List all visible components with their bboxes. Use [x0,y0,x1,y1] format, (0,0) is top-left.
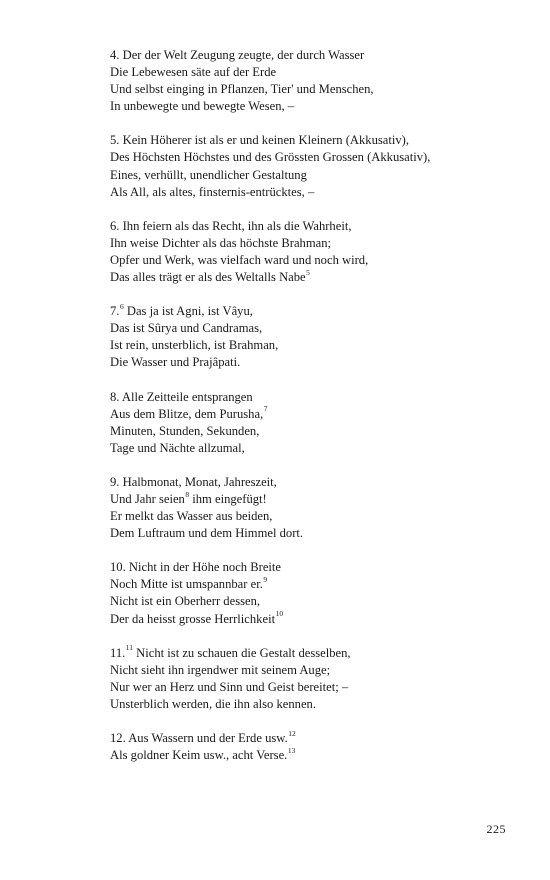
verse-line: 4. Der der Welt Zeugung zeugte, der durch Wasser [110,48,365,62]
stanza-6 [110,218,530,286]
verse-line: Dem Luftraum und dem Himmel dort. [110,526,304,541]
verse-line: 10. Nicht in der Höhe noch Breite [110,560,282,575]
verse-line: 12. Aus Wassern und der Erde usw.$^{12}$ [110,728,296,745]
verse-line: Minuten, Stunden, Sekunden, [110,423,260,438]
verse-line: Nicht ist ein Oberherr dessen, [110,594,261,609]
footnote-marker: 13 [287,745,296,755]
verse-line: Als All, als altes, finsternis-entrücktes, – [110,184,315,199]
verse-line: Ihn weise Dichter als das höchste Brahman; [110,235,332,250]
verse-line: 5. Kein Höherer ist als er und keinen Kleinern (Akkusativ), [110,133,410,148]
verse-line: Tage und Nächte allzumal, [110,440,245,455]
stanza-12 [110,730,530,764]
verse-line: 8. Alle Zeitteile entsprangen [110,389,253,404]
stanza-10 [110,559,530,627]
verse-line: Die Lebewesen säte auf der Erde [110,65,277,80]
verse-line: Und Jahr seien$^8$ ihm eingefügt! [110,489,267,506]
page-number: 225 [486,822,506,836]
verse-line: Die Wasser und Prajâpati. [110,355,241,370]
verse-line: Opfer und Werk, was vielfach ward und noch wird, [110,252,369,267]
verse-line: Als goldner Keim usw., acht Verse.$^{13}$ [110,745,296,763]
stanza-11 [110,645,530,713]
stanza-8 [110,389,530,457]
verse-line: 9. Halbmonat, Monat, Jahreszeit, [110,474,277,489]
verse-line: 6. Ihn feiern als das Recht, ihn als die Wahrheit, [110,218,352,233]
footnote-marker: 6 [119,301,124,311]
footnote-marker: 12 [288,728,296,738]
verse-line: Und selbst einging in Pflanzen, Tier' und Menschen, [110,82,374,97]
footnote-marker: 7 [263,404,268,414]
verse-line: In unbewegte und bewegte Wesen, – [110,99,295,114]
verse-line: 11.11 Nicht ist zu schauen die Gestalt desselben, [110,643,351,660]
footnote-marker: 10 [275,609,284,619]
verse-line: Ist rein, unsterblich, ist Brahman, [110,338,279,353]
verse-line: Unsterblich werden, die ihn also kennen. [110,696,316,711]
verse-text [110,47,530,781]
verse-line: 7.$^6$ Das ja ist Agni, ist Vâyu, [110,301,253,319]
footnote-marker: 9 [263,575,268,585]
verse-line: Er melkt das Wasser aus beiden, [110,509,273,524]
verse-line: Aus dem Blitze, dem Purusha,$^7$ [110,404,268,421]
stanza-5 [110,132,530,200]
stanza-4 [110,47,530,115]
verse-line: Nur wer an Herz und Sinn und Geist bereitet; – [110,679,349,694]
footnote-marker: 8 [185,489,190,499]
verse-line: Eines, verhüllt, unendlicher Gestaltung [110,167,307,182]
verse-line: Das ist Sûrya und Candramas, [110,321,263,336]
verse-line: Noch Mitte ist umspannbar er.$^9$ [110,575,268,592]
stanza-9 [110,474,530,542]
stanza-7 [110,303,530,371]
verse-line: Der da heisst grosse Herrlichkeit$^{10}$ [110,609,284,626]
verse-line: Des Höchsten Höchstes und des Grössten Grossen (Akkusativ), [110,150,431,165]
footnote-marker: 5 [306,267,310,277]
verse-line: Das alles trägt er als des Weltalls Nabe$^5$ [110,267,310,285]
footnote-marker: 11 [125,643,134,653]
verse-line: Nicht sieht ihn irgendwer mit seinem Auge; [110,662,331,677]
